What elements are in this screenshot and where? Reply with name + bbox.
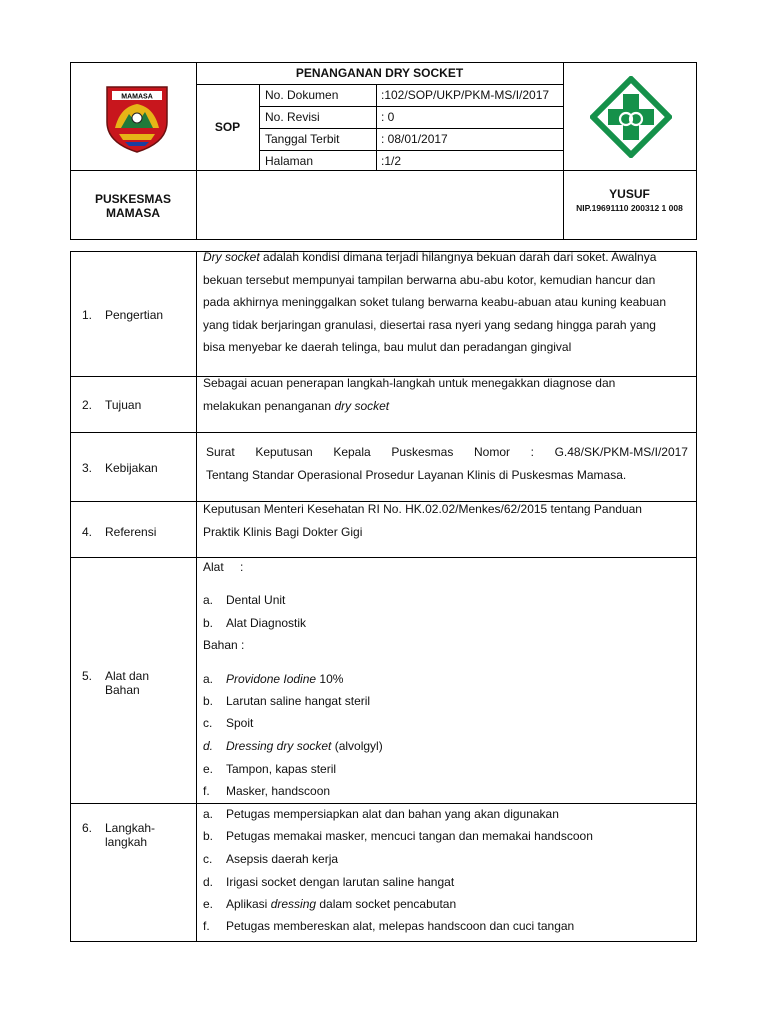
bahan-item-text: (alvolgyl) (331, 739, 383, 753)
value-no-revisi: : 0 (381, 110, 395, 124)
section-4-title: Referensi (105, 525, 157, 539)
alat-colon: : (240, 560, 244, 574)
section-6-title (105, 821, 155, 849)
tujuan-line-1: Sebagai acuan penerapan langkah-langkah untuk menegakkan diagnose dan (203, 376, 616, 390)
section-5-title (105, 669, 149, 697)
org-name (70, 192, 196, 220)
referensi-line-2: Praktik Klinis Bagi Dokter Gigi (203, 524, 363, 539)
bahan-item-text: Spoit (226, 716, 254, 730)
section-5-title-line1: Alat dan (105, 669, 150, 683)
tujuan-term: dry socket (334, 398, 390, 413)
alat-item-marker: a. (203, 593, 214, 607)
step-text-tail: dalam socket pencabutan (316, 897, 457, 911)
kebijakan-word: Puskesmas (391, 445, 454, 459)
pengertian-line-3: pada akhirnya meninggalkan soket tulang berwarna keabu-abuan atau kuning keabuan (203, 295, 667, 309)
section-6-title-line1: Langkah- (105, 821, 156, 835)
alat-item-marker: b. (203, 616, 214, 630)
mamasa-emblem-logo (103, 84, 171, 154)
kebijakan-word: G.48/SK/PKM-MS/I/2017 (554, 445, 688, 459)
pengertian-term: Dry socket (203, 250, 260, 264)
pengertian-text (203, 246, 691, 359)
section-5-number: 5. (82, 669, 93, 683)
signer-nip: NIP.19691110 200312 1 008 (576, 203, 683, 213)
kebijakan-word: : (530, 445, 534, 459)
bahan-item-marker: d. (203, 739, 214, 753)
step-marker: c. (203, 852, 213, 866)
pengertian-line-5: bisa menyebar ke daerah telinga, bau mulut dan peradangan gingival (203, 340, 572, 354)
bahan-item-text: Masker, handscoon (226, 784, 331, 798)
bahan-item-marker: c. (203, 716, 213, 730)
kebijakan-word: Surat (206, 445, 235, 459)
org-name-line1: PUSKESMAS (94, 192, 171, 206)
referensi-line-1: Keputusan Menteri Kesehatan RI No. HK.02.02/Menkes/62/2015 tentang Panduan (203, 502, 642, 516)
step-text-italic: dressing (270, 897, 317, 911)
step-marker: b. (203, 829, 214, 843)
tujuan-line-2: melakukan penanganan (203, 398, 335, 413)
label-no-revisi: No. Revisi (265, 110, 320, 124)
step-marker: f. (203, 919, 210, 933)
step-marker: e. (203, 897, 214, 911)
label-tanggal-terbit: Tanggal Terbit (265, 132, 340, 146)
section-2-title: Tujuan (105, 398, 142, 412)
label-no-dokumen: No. Dokumen (265, 88, 339, 102)
bahan-label: Bahan : (203, 638, 245, 652)
alat-item-text: Dental Unit (226, 593, 286, 607)
signer-name: YUSUF (609, 187, 650, 201)
section-6-number: 6. (82, 821, 93, 835)
bahan-item-marker: b. (203, 694, 214, 708)
section-3-title: Kebijakan (105, 461, 158, 475)
emblem-label: MAMASA (121, 93, 153, 101)
kebijakan-word: Nomor (473, 445, 510, 459)
bahan-item-marker: e. (203, 762, 214, 776)
referensi-text (203, 498, 691, 543)
tujuan-text (203, 372, 691, 417)
section-3-number: 3. (82, 461, 93, 475)
step-marker: a. (203, 807, 214, 821)
pengertian-line-4: yang tidak berjaringan granulasi, diesertai rasa nyeri yang sedang hingga parah yang (203, 317, 656, 332)
label-halaman: Halaman (265, 154, 314, 168)
bahan-item-marker: f. (203, 784, 210, 798)
section-2-number: 2. (82, 398, 93, 412)
alat-label: Alat (203, 560, 224, 574)
kebijakan-line-1 (206, 441, 688, 464)
bahan-item-text: Larutan saline hangat steril (226, 694, 371, 708)
section-1-number: 1. (82, 308, 93, 322)
value-tanggal-terbit: : 08/01/2017 (381, 132, 448, 146)
step-text: Aplikasi (226, 897, 271, 911)
puskesmas-logo (590, 76, 672, 158)
section-6-title-line2: langkah (105, 835, 148, 849)
step-text: Petugas mempersiapkan alat dan bahan yang akan digunakan (226, 807, 559, 821)
document-title: PENANGANAN DRY SOCKET (295, 66, 464, 80)
step-text: Petugas memakai masker, mencuci tangan dan memakai handscoon (226, 829, 593, 843)
bahan-item-marker: a. (203, 672, 214, 686)
value-no-dokumen: :102/SOP/UKP/PKM-MS/I/2017 (381, 88, 550, 102)
sop-label: SOP (214, 120, 241, 134)
bahan-item-italic: Dressing dry socket (226, 739, 332, 753)
step-text: Asepsis daerah kerja (226, 852, 339, 866)
section-4-number: 4. (82, 525, 93, 539)
step-marker: d. (203, 875, 214, 889)
step-text: Petugas membereskan alat, melepas handscoon dan cuci tangan (226, 919, 575, 933)
value-halaman: :1/2 (381, 154, 402, 168)
kebijakan-word: Keputusan (255, 445, 313, 459)
org-name-line2: MAMASA (106, 206, 160, 220)
bahan-item-text: Tampon, kapas steril (226, 762, 337, 776)
pengertian-line-1: adalah kondisi dimana terjadi hilangnya bekuan darah dari soket. Awalnya (259, 250, 657, 264)
kebijakan-word: Kepala (333, 445, 371, 459)
section-5-title-line2: Bahan (105, 683, 140, 697)
alat-item-text: Alat Diagnostik (226, 616, 307, 630)
bahan-item-text: 10% (316, 672, 344, 686)
bahan-item-italic: Providone Iodine (226, 672, 317, 686)
step-text: Irigasi socket dengan larutan saline hangat (226, 875, 455, 889)
section-1-title: Pengertian (105, 308, 164, 322)
pengertian-line-2: bekuan tersebut mempunyai tampilan berwarna abu-abu kotor, kemudian hancur dan (203, 272, 656, 287)
kebijakan-line-2: Tentang Standar Operasional Prosedur Layanan Klinis di Puskesmas Mamasa. (206, 468, 627, 482)
